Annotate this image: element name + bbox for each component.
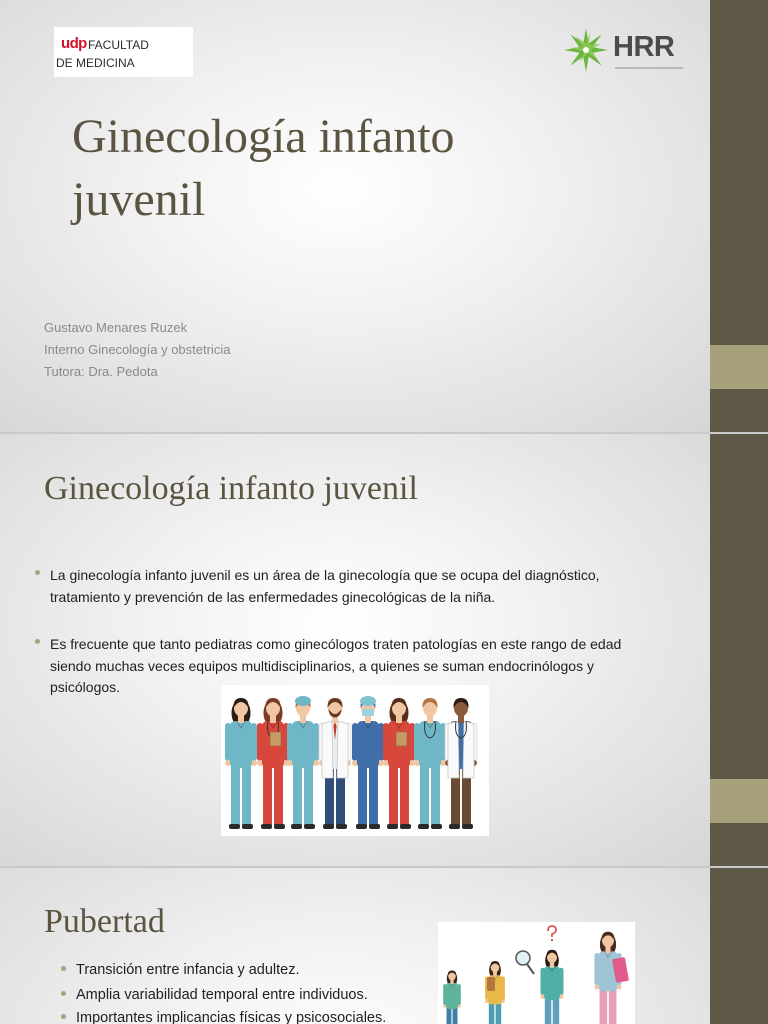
staff-figure bbox=[414, 698, 446, 829]
children-growth-illustration bbox=[438, 922, 635, 1024]
staff-figure bbox=[287, 696, 319, 829]
bullet-line: psicólogos. bbox=[50, 679, 121, 695]
backpack-icon bbox=[487, 977, 495, 991]
staff-figure bbox=[257, 698, 289, 829]
staff-figure bbox=[225, 698, 257, 829]
udp-logo-line1: FACULTAD bbox=[88, 38, 149, 52]
author-role: Interno Ginecología y obstetricia bbox=[44, 342, 231, 357]
medical-team-illustration bbox=[221, 685, 489, 836]
hrr-logo-text: HRR bbox=[613, 31, 675, 63]
bullet-line: La ginecología infanto juvenil es un área de la ginecología que se ocupa del diagnóstico, bbox=[50, 567, 600, 583]
accent-strip bbox=[710, 868, 768, 1024]
accent-band bbox=[710, 345, 768, 389]
staff-figure bbox=[352, 696, 384, 829]
slide-heading: Pubertad bbox=[44, 903, 165, 940]
bullet-line: Es frecuente que tanto pediatras como ginecólogos traten patologías en este rango de edad bbox=[50, 636, 622, 652]
bullet-item: Amplia variabilidad temporal entre individuos. bbox=[76, 987, 368, 1003]
children-growth-svg bbox=[438, 922, 635, 1024]
medical-team-svg bbox=[221, 685, 489, 836]
bullet-line: siendo muchas veces equipos multidisciplinarios, a quienes se suman endocrinólogos y bbox=[50, 657, 594, 674]
udp-logo-brand: udp bbox=[61, 35, 87, 52]
child-figure bbox=[485, 961, 505, 1024]
accent-strip bbox=[710, 434, 768, 866]
slide-intro bbox=[0, 434, 768, 866]
child-figure bbox=[540, 950, 563, 1024]
staff-figure bbox=[445, 698, 477, 829]
slide-heading: Ginecología infanto juvenil bbox=[44, 470, 418, 507]
magnifying-glass-icon bbox=[516, 951, 534, 974]
bullet-item: Transición entre infancia y adultez. bbox=[76, 962, 300, 978]
staff-figure bbox=[383, 698, 415, 829]
slide-subtitle bbox=[44, 317, 230, 383]
accent-band bbox=[710, 779, 768, 823]
bullet-dot bbox=[61, 991, 66, 996]
udp-logo bbox=[54, 27, 193, 77]
hrr-logo-underline bbox=[615, 67, 683, 69]
hrr-star-icon bbox=[563, 24, 609, 76]
title-line: Ginecología infanto bbox=[72, 110, 455, 163]
udp-logo-line2: DE MEDICINA bbox=[56, 56, 135, 70]
child-figure bbox=[443, 970, 461, 1024]
tutor-name: Tutora: Dra. Pedota bbox=[44, 364, 158, 379]
bullet-item bbox=[50, 565, 600, 608]
accent-strip bbox=[710, 0, 768, 432]
hrr-logo bbox=[563, 24, 687, 78]
bullet-dot bbox=[35, 570, 40, 575]
author-name: Gustavo Menares Ruzek bbox=[44, 320, 188, 335]
slide-title bbox=[0, 0, 768, 432]
question-mark-icon bbox=[548, 926, 556, 941]
bullet-dot bbox=[61, 966, 66, 971]
bullet-dot bbox=[35, 639, 40, 644]
slide-title-heading bbox=[72, 105, 455, 231]
bullet-item: Importantes implicancias físicas y psicosociales. bbox=[76, 1010, 387, 1024]
bullet-dot bbox=[61, 1014, 66, 1019]
staff-figure bbox=[319, 698, 351, 829]
bullet-line: tratamiento y prevención de las enfermedades ginecológicas de la niña. bbox=[50, 588, 496, 605]
title-line: juvenil bbox=[72, 173, 206, 226]
slide-puberty bbox=[0, 868, 768, 1024]
